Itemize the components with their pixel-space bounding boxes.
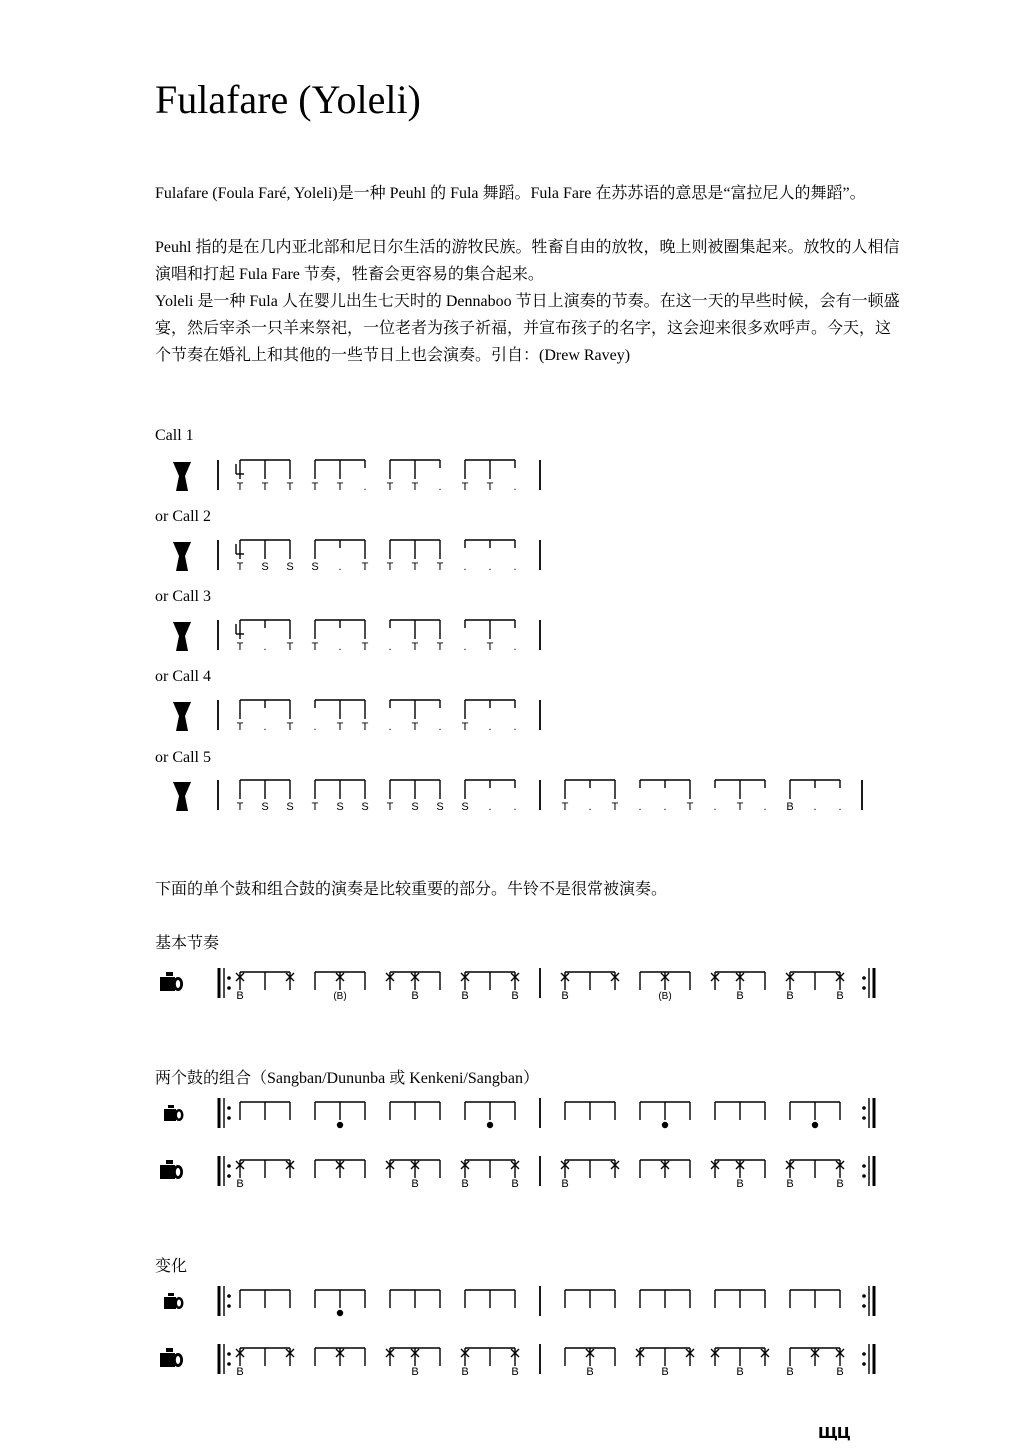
- repeat-dot: [227, 986, 231, 990]
- stroke-label: .: [338, 641, 342, 653]
- bass-label: B: [786, 990, 794, 1002]
- stroke-label: T: [311, 481, 319, 493]
- bass-label: B: [461, 1178, 469, 1190]
- bass-label: B: [236, 990, 244, 1002]
- stroke-label: T: [336, 721, 344, 733]
- djembe-icon: [173, 542, 191, 571]
- bass-label: B: [786, 1366, 794, 1378]
- stroke-label: B: [786, 801, 794, 813]
- bell-icon: [166, 1348, 173, 1352]
- stroke-label: .: [388, 641, 392, 653]
- call-3-label: or Call 3: [155, 588, 211, 605]
- repeat-dot: [227, 976, 231, 980]
- stroke-label: T: [286, 481, 294, 493]
- repeat-dot: [862, 986, 866, 990]
- stroke-label: T: [236, 481, 244, 493]
- dundun-icon: [160, 977, 175, 991]
- stroke-label: S: [436, 801, 444, 813]
- stroke-label: S: [411, 801, 419, 813]
- stroke-label: T: [411, 721, 419, 733]
- bass-label: B: [511, 1366, 519, 1378]
- stroke-label: .: [488, 721, 492, 733]
- stroke-label: T: [611, 801, 619, 813]
- bass-label: B: [836, 1178, 844, 1190]
- stroke-label: .: [838, 801, 842, 813]
- repeat-dot: [227, 1116, 231, 1120]
- repeat-dot: [862, 1352, 866, 1356]
- stroke-label: .: [388, 721, 392, 733]
- stroke-label: .: [363, 481, 367, 493]
- stroke-label: T: [236, 561, 244, 573]
- stroke-label: .: [338, 561, 342, 573]
- bell-icon: [168, 1293, 174, 1296]
- stroke-label: T: [236, 721, 244, 733]
- stroke-label: .: [438, 481, 442, 493]
- drum-stroke-dot: [337, 1122, 343, 1128]
- stroke-label: .: [263, 721, 267, 733]
- bell-icon: [166, 972, 173, 976]
- intro-paragraph-1: Fulafare (Foula Faré, Yoleli)是一种 Peuhl 的 Fula 舞蹈。Fula Fare 在苏苏语的意思是“富拉尼人的舞蹈”。: [155, 185, 866, 202]
- drum-stroke-dot: [662, 1122, 668, 1128]
- stroke-label: .: [513, 641, 517, 653]
- drum-stroke-dot: [337, 1310, 343, 1316]
- repeat-dot: [227, 1294, 231, 1298]
- stroke-label: T: [386, 801, 394, 813]
- sangban-icon: [164, 1109, 176, 1121]
- repeat-dot: [862, 1362, 866, 1366]
- ensemble-note: 下面的单个鼓和组合鼓的演奏是比较重要的部分。牛铃不是很常被演奏。: [155, 881, 668, 898]
- djembe-icon: [173, 782, 191, 811]
- bass-label: B: [786, 1178, 794, 1190]
- footer-logo: ЩЦ: [818, 1424, 850, 1442]
- stroke-label: T: [436, 641, 444, 653]
- bass-label: B: [461, 990, 469, 1002]
- stroke-label: T: [736, 801, 744, 813]
- stroke-label: T: [261, 481, 269, 493]
- stroke-label: T: [486, 481, 494, 493]
- djembe-icon: [173, 702, 191, 731]
- stroke-label: T: [361, 561, 369, 573]
- dundun-head-inner: [176, 1168, 180, 1176]
- bass-label: B: [561, 990, 569, 1002]
- stroke-label: T: [361, 721, 369, 733]
- section-basic-label: 基本节奏: [155, 935, 220, 952]
- repeat-dot: [227, 1106, 231, 1110]
- stroke-label: T: [436, 561, 444, 573]
- stroke-label: T: [411, 481, 419, 493]
- stroke-label: .: [488, 561, 492, 573]
- sangban-icon: [164, 1297, 176, 1309]
- stroke-label: S: [261, 561, 269, 573]
- stroke-label: T: [386, 561, 394, 573]
- bass-label: B: [736, 1366, 744, 1378]
- stroke-label: T: [686, 801, 694, 813]
- bass-label: B: [511, 1178, 519, 1190]
- bass-label: B: [411, 990, 419, 1002]
- bass-label: B: [736, 990, 744, 1002]
- dundun-head-inner: [176, 1356, 180, 1364]
- call-2-label: or Call 2: [155, 508, 211, 525]
- bass-label: B: [661, 1366, 669, 1378]
- repeat-dot: [862, 1116, 866, 1120]
- repeat-dot: [862, 1164, 866, 1168]
- stroke-label: T: [311, 641, 319, 653]
- repeat-dot: [862, 1304, 866, 1308]
- repeat-dot: [227, 1174, 231, 1178]
- stroke-label: S: [311, 561, 319, 573]
- stroke-label: .: [438, 721, 442, 733]
- bell-icon: [166, 1160, 173, 1164]
- call-5-label: or Call 5: [155, 749, 211, 766]
- bass-label: B: [511, 990, 519, 1002]
- stroke-label: S: [461, 801, 469, 813]
- stroke-label: .: [663, 801, 667, 813]
- stroke-label: .: [463, 561, 467, 573]
- repeat-dot: [227, 1164, 231, 1168]
- stroke-label: T: [461, 721, 469, 733]
- bass-label: B: [836, 1366, 844, 1378]
- stroke-label: S: [261, 801, 269, 813]
- repeat-dot: [227, 1362, 231, 1366]
- stroke-label: .: [638, 801, 642, 813]
- dundun-icon: [160, 1165, 175, 1179]
- stroke-label: .: [488, 801, 492, 813]
- stroke-label: S: [336, 801, 344, 813]
- repeat-dot: [862, 976, 866, 980]
- djembe-icon: [173, 462, 191, 491]
- intro-paragraph-3: Yoleli 是一种 Fula 人在婴儿出生七天时的 Dennaboo 节日上演奏的节奏。在这一天的早些时候，会有一顿盛宴，然后宰杀一只羊来祭祀，一位老者为孩子祈福，并宣布孩子的名字，这会迎来很多欢呼声。今天，这个节奏在婚礼上和其他的一些节日上也会演奏。引自：(Drew Ravey): [155, 293, 900, 364]
- sangban-head-inner: [177, 1300, 181, 1307]
- stroke-label: T: [236, 641, 244, 653]
- stroke-label: S: [361, 801, 369, 813]
- bass-label: B: [236, 1178, 244, 1190]
- bass-label: B: [736, 1178, 744, 1190]
- djembe-icon: [173, 622, 191, 651]
- bell-icon: [168, 1105, 174, 1108]
- repeat-dot: [227, 1352, 231, 1356]
- page-title: Fulafare (Yoleli): [155, 77, 421, 122]
- bass-label: B: [411, 1366, 419, 1378]
- stroke-label: .: [513, 801, 517, 813]
- stroke-label: S: [286, 561, 294, 573]
- stroke-label: .: [813, 801, 817, 813]
- stroke-label: .: [513, 721, 517, 733]
- bass-label: B: [461, 1366, 469, 1378]
- bass-label: B: [561, 1178, 569, 1190]
- stroke-label: .: [588, 801, 592, 813]
- intro-paragraph-2: Peuhl 指的是在几内亚北部和尼日尔生活的游牧民族。牲畜自由的放牧，晚上则被圈集起来。放牧的人相信演唱和打起 Fula Fare 节奏，牲畜会更容易的集合起来。: [155, 239, 900, 283]
- stroke-label: .: [713, 801, 717, 813]
- stroke-label: .: [263, 641, 267, 653]
- bass-label: B: [586, 1366, 594, 1378]
- stroke-label: T: [386, 481, 394, 493]
- repeat-dot: [862, 1106, 866, 1110]
- bass-label: B: [836, 990, 844, 1002]
- stroke-label: .: [463, 641, 467, 653]
- repeat-dot: [862, 1294, 866, 1298]
- drum-stroke-dot: [812, 1122, 818, 1128]
- stroke-label: T: [311, 801, 319, 813]
- stroke-label: T: [561, 801, 569, 813]
- sangban-head-inner: [177, 1112, 181, 1119]
- stroke-label: T: [286, 721, 294, 733]
- section-variation-label: 变化: [155, 1258, 188, 1275]
- section-two-drums-label: 两个鼓的组合（Sangban/Dununba 或 Kenkeni/Sangban）: [155, 1070, 539, 1087]
- stroke-label: T: [461, 481, 469, 493]
- drum-stroke-dot: [487, 1122, 493, 1128]
- repeat-dot: [227, 1304, 231, 1308]
- stroke-label: T: [286, 641, 294, 653]
- call-4-label: or Call 4: [155, 668, 211, 685]
- stroke-label: .: [513, 561, 517, 573]
- bass-label: B: [236, 1366, 244, 1378]
- stroke-label: T: [236, 801, 244, 813]
- stroke-label: T: [361, 641, 369, 653]
- bass-label: B: [411, 1178, 419, 1190]
- stroke-label: T: [411, 561, 419, 573]
- stroke-label: S: [286, 801, 294, 813]
- stroke-label: T: [411, 641, 419, 653]
- stroke-label: .: [763, 801, 767, 813]
- stroke-label: T: [486, 641, 494, 653]
- repeat-dot: [862, 1174, 866, 1178]
- stroke-label: .: [313, 721, 317, 733]
- stroke-label: .: [513, 481, 517, 493]
- call-1-label: Call 1: [155, 427, 194, 444]
- dundun-icon: [160, 1353, 175, 1367]
- bass-label: (B): [333, 991, 347, 1002]
- bass-label: (B): [658, 991, 672, 1002]
- dundun-head-inner: [176, 980, 180, 988]
- stroke-label: T: [336, 481, 344, 493]
